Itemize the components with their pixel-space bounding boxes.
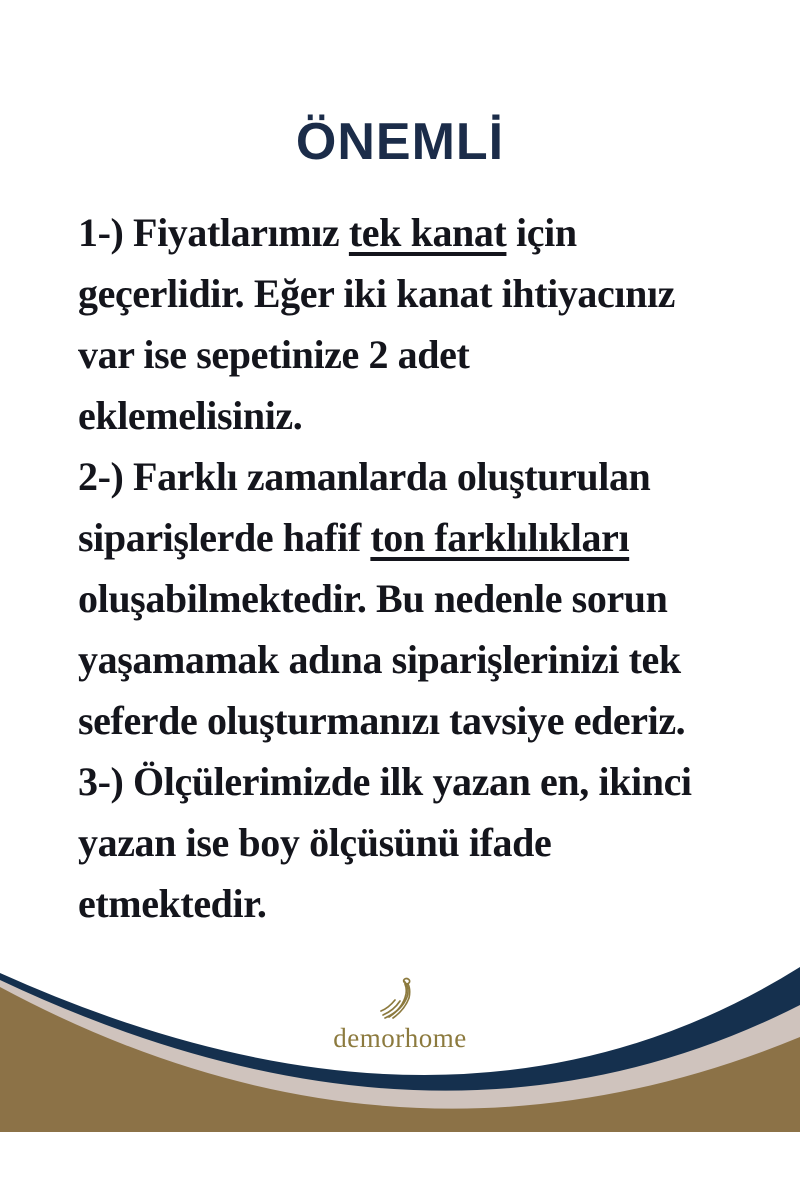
body-line: siparişlerde hafif ton farklılıkları [78,515,630,560]
body-line: 1-) Fiyatlarımız tek kanat için [78,210,577,255]
brand-name: demorhome [333,1023,467,1053]
underlined-phrase: tek kanat [348,210,507,255]
body-line: geçerlidir. Eğer iki kanat ihtiyacınız [78,271,676,316]
underlined-phrase: ton farklılıkları [370,515,630,560]
body-line: var ise sepetinize 2 adet [78,332,470,377]
body-line: oluşabilmektedir. Bu nedenle sorun [78,576,668,621]
body-line: 2-) Farklı zamanlarda oluşturulan [78,454,651,499]
flourish-leaf-icon [377,977,423,1021]
wave-bottom-strip [0,1132,800,1200]
body-line: 3-) Ölçülerimizde ilk yazan en, ikinci [78,759,692,804]
body-line: eklemelisiniz. [78,393,303,438]
body-line: yaşamamak adına siparişlerinizi tek [78,637,681,682]
brand-logo [0,977,800,1054]
body-line: yazan ise boy ölçüsünü ifade [78,820,552,865]
page-title: ÖNEMLİ [295,113,505,171]
notice-body [78,202,770,934]
body-line: seferde oluşturmanızı tavsiye ederiz. [78,698,686,743]
body-line: etmektedir. [78,881,267,926]
